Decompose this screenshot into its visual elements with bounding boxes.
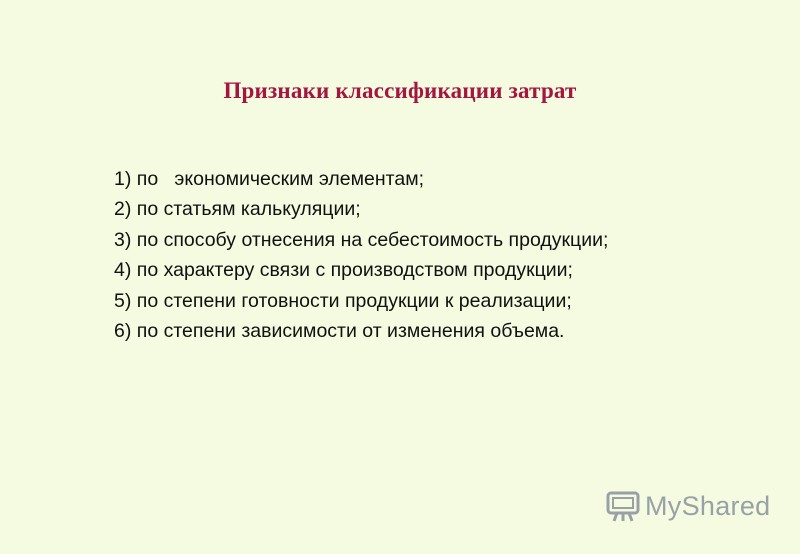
list-item: 3) по способу отнесения на себестоимость продукции; [114,228,609,251]
list-item: 5) по степени готовности продукции к реализации; [114,289,572,312]
watermark-text: MyShared [645,490,771,521]
list-item: 2) по статьям калькуляции; [114,198,361,221]
list-item: 6) по степени зависимости от изменения объема. [114,320,565,343]
watermark-logo [606,488,770,524]
list-item: 1) по экономическим элементам; [114,168,425,190]
classification-list [114,164,608,346]
presentation-board-icon [606,489,640,523]
slide-title: Признаки классификации затрат [223,78,577,103]
list-item: 4) по характеру связи с производством продукции; [114,259,573,282]
